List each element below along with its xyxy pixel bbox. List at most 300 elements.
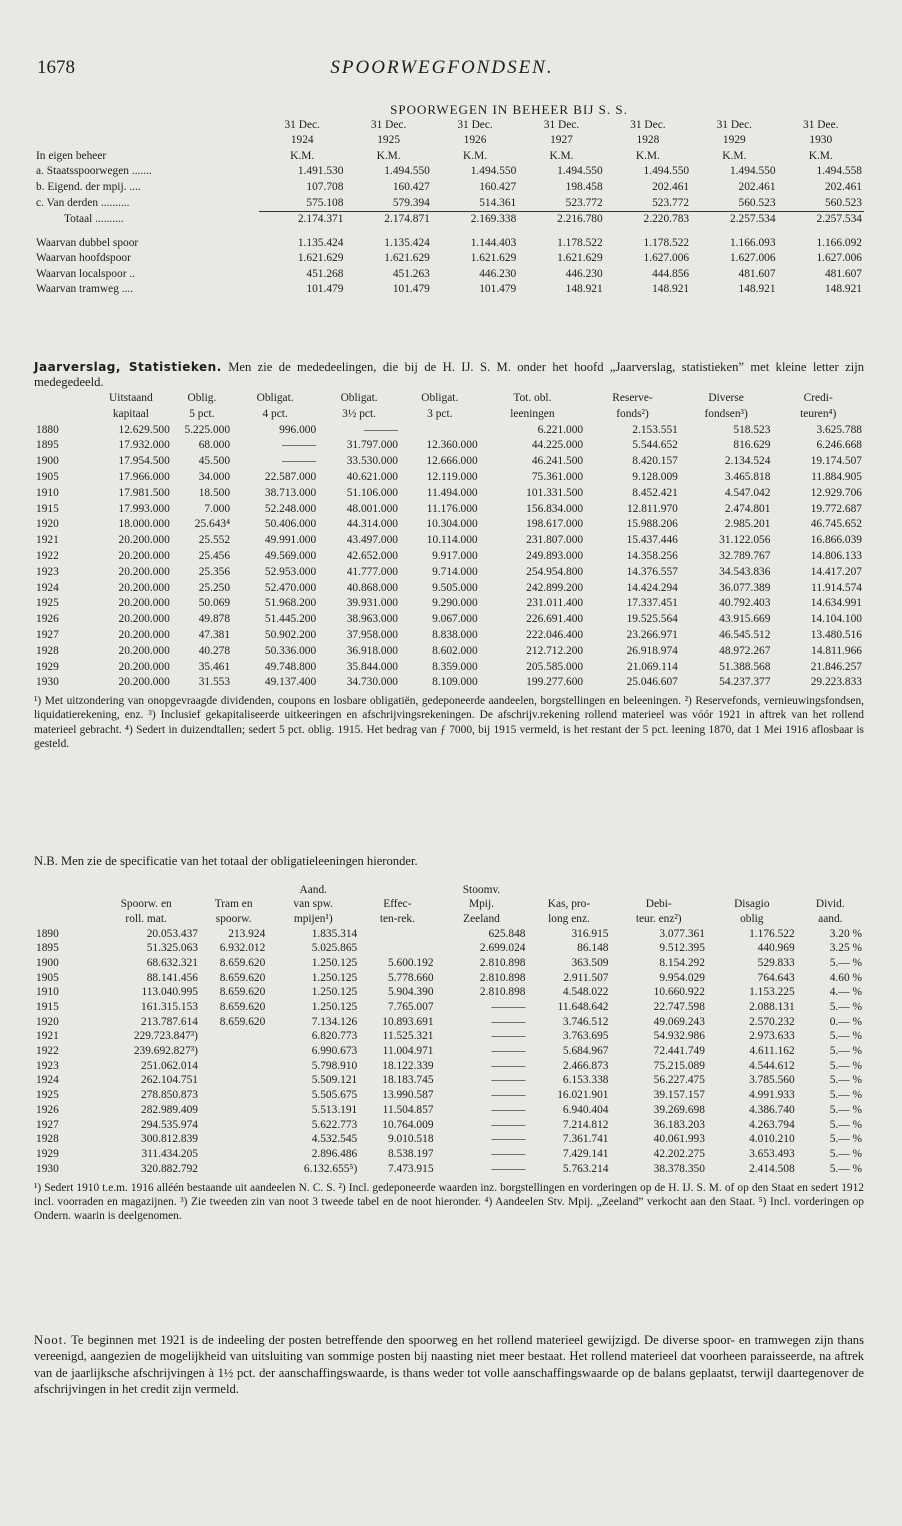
cell-value: 32.789.767	[719, 550, 771, 563]
cell-value: ———	[491, 1089, 526, 1102]
cell-value: 5.904.390	[387, 986, 434, 999]
year-cell: 1927	[36, 629, 59, 641]
cell-value: 8.659.620	[219, 971, 266, 984]
cell-value: 5.505.675	[311, 1089, 358, 1102]
year-cell: 1929	[36, 660, 59, 673]
cell-value: 4.532.545	[311, 1133, 358, 1146]
cell-value: 7.361.741	[562, 1133, 609, 1146]
column-header: Divid.	[815, 898, 845, 911]
cell-value: 12.629.500	[118, 423, 170, 436]
cell-value: 249.893.000	[526, 550, 584, 563]
cell-value: 47.381	[198, 629, 231, 641]
corner-cell	[34, 898, 92, 913]
cell-value: 1.621.629	[470, 252, 517, 265]
cell-value: 49.991.000	[264, 534, 317, 547]
column-header: 4 pct.	[262, 407, 288, 420]
column-date: 31 Dec.	[284, 118, 320, 131]
cell-value: 36.918.000	[346, 644, 398, 657]
year-cell: 1924	[36, 581, 59, 594]
cell-value: 2.088.131	[749, 1001, 795, 1013]
year-cell: 1920	[36, 518, 59, 531]
cell-value: 44.314.000	[346, 518, 398, 531]
cell-value: 20.200.000	[118, 565, 170, 578]
cell-value: 11.176.000	[426, 502, 478, 515]
table-row	[34, 1133, 864, 1148]
cell-value: 278.850.873	[141, 1089, 198, 1102]
cell-value: 40.868.000	[346, 581, 398, 594]
cell-value: 4.544.612	[749, 1059, 795, 1072]
cell-value: 282.989.409	[141, 1103, 198, 1116]
cell-value: 36.183.203	[653, 1118, 705, 1131]
cell-value: 40.278	[198, 644, 231, 657]
cell-value: 12.119.000	[426, 471, 478, 484]
cell-value: 21.846.257	[810, 660, 862, 673]
table-row	[34, 942, 864, 957]
cell-value: 20.200.000	[118, 597, 170, 610]
cell-value: 5.600.192	[387, 956, 434, 969]
table-row	[34, 1059, 864, 1074]
cell-value: 6.132.655⁵)	[303, 1162, 358, 1175]
cell-value: 49.569.000	[264, 550, 317, 563]
cell-value: 5.509.121	[311, 1074, 358, 1087]
cell-value: 625.848	[488, 927, 526, 940]
cell-value: 48.001.000	[346, 502, 398, 515]
activa-footnotes: ¹) Sedert 1910 t.e.m. 1916 alléén bestaande uit aandeelen N. C. S. ²) Incl. gedeponeerde waarden inz. borgstellingen en vorderingen op de H. IJ. S. M. of op den Staat en sedert 1912 incl. voorraden en magazijnen. ³) Zie tweeden zin van noot 3 tweede tabel en de noot hieronder. ⁴) Aandeelen Stv. Mpij. „Zeeland” verkocht aan den Staat. ⁵) Incl. vorderingen op Ondern. waarin is deelgenomen.	[34, 1181, 864, 1223]
cell-value: 51.968.200	[264, 597, 317, 610]
cell-value: 2.474.801	[724, 502, 771, 515]
header-row	[34, 898, 864, 913]
year-cell: 1928	[36, 1133, 59, 1146]
cell-value: 51.106.000	[346, 486, 398, 499]
column-year: 1924	[290, 134, 314, 147]
cell-value: 560.523	[824, 196, 862, 209]
cell-value: 11.648.642	[557, 1001, 609, 1013]
cell-value: 579.394	[392, 196, 430, 209]
cell-value: 101.479	[392, 283, 430, 296]
cell-value: 514.361	[479, 196, 517, 209]
cell-value: 46.241.500	[531, 455, 584, 468]
year-cell: 1921	[36, 1030, 59, 1043]
column-header: kapitaal	[112, 407, 149, 420]
total-value: 2.257.534	[691, 212, 777, 228]
header-row	[34, 912, 864, 927]
cell-value: 75.215.089	[653, 1059, 705, 1072]
cell-value: 560.523	[738, 196, 776, 209]
cell-value: 17.954.500	[118, 455, 170, 468]
spacer-cell	[34, 228, 864, 236]
column-header: Kas, pro-	[547, 898, 591, 911]
cell-value: 9.290.000	[432, 597, 478, 610]
cell-value: 13.990.587	[382, 1089, 434, 1102]
table-row	[34, 1015, 864, 1030]
cell-value: 198.617.000	[526, 518, 584, 531]
year-cell: 1880	[36, 423, 59, 436]
cell-value: 202.461	[824, 180, 862, 193]
cell-value: 37.958.000	[346, 629, 398, 641]
column-header: Aand.	[299, 883, 328, 896]
year-cell: 1905	[36, 971, 59, 984]
cell-value: 5.— %	[829, 1133, 862, 1146]
table-row	[34, 196, 864, 212]
column-header: mpijen¹)	[293, 912, 333, 925]
cell-value: 7.000	[204, 502, 231, 515]
total-value: 2.169.338	[432, 212, 518, 228]
cell-value: 17.981.500	[118, 486, 170, 499]
cell-value: 198.458	[565, 180, 603, 193]
table-row	[34, 517, 864, 533]
corner-cell	[34, 407, 90, 423]
column-header: teuren⁴)	[800, 407, 837, 420]
cell-value: 8.602.000	[432, 644, 478, 657]
column-header: Disagio	[734, 898, 770, 911]
cell-value: 1.494.550	[729, 165, 776, 178]
cell-value: 0.— %	[829, 1015, 862, 1028]
page-number: 1678	[37, 57, 75, 78]
cell-value: 23.266.971	[626, 629, 678, 641]
cell-value	[200, 1118, 267, 1133]
cell-value: 481.607	[824, 267, 862, 280]
cell-value: 29.223.833	[810, 676, 862, 689]
cell-value: 54.237.377	[719, 676, 771, 689]
cell-value: 148.921	[565, 283, 603, 296]
column-header: Reserve-	[612, 392, 653, 405]
total-value: 2.174.371	[259, 212, 345, 228]
table-row	[34, 612, 864, 628]
cell-value: 48.972.267	[719, 644, 771, 657]
column-unit: K.M.	[376, 149, 401, 162]
cell-value: 5.763.214	[562, 1162, 609, 1175]
column-header: Obligat.	[340, 392, 378, 405]
cell-value: 2.911.507	[563, 971, 609, 984]
column-header	[610, 883, 706, 898]
column-header: Obligat.	[421, 392, 459, 405]
cell-value: 33.530.000	[346, 455, 398, 468]
cell-value: 45.500	[198, 455, 231, 468]
cell-value: 251.062.014	[141, 1059, 198, 1072]
header-row-units	[34, 149, 864, 165]
cell-value: 7.214.812	[562, 1118, 609, 1131]
cell-value	[200, 1074, 267, 1089]
table-row	[34, 1147, 864, 1162]
cell-value: 1.621.629	[297, 252, 344, 265]
cell-value: ———	[491, 1015, 526, 1028]
cell-value: 10.304.000	[426, 518, 478, 531]
cell-value: 213.787.614	[141, 1015, 198, 1028]
cell-value: 40.061.993	[653, 1133, 705, 1146]
table-row	[34, 956, 864, 971]
cell-value: 229.723.847³)	[133, 1030, 198, 1043]
cell-value: 31.122.056	[719, 534, 771, 547]
table-row	[34, 986, 864, 1001]
cell-value: 50.406.000	[264, 518, 317, 531]
cell-value: ———	[363, 423, 398, 436]
cell-value: 4.547.042	[724, 486, 771, 499]
cell-value: 3.746.512	[562, 1015, 609, 1028]
cell-value: 9.714.000	[432, 565, 478, 578]
table-row	[34, 1030, 864, 1045]
cell-value: 15.437.446	[626, 534, 678, 547]
cell-value: 22.747.598	[653, 1001, 705, 1013]
cell-value: 68.632.321	[146, 956, 198, 969]
cell-value: 4.611.162	[749, 1045, 795, 1058]
cell-value: 25.250	[198, 581, 231, 594]
column-header: Oblig.	[187, 392, 217, 405]
year-cell: 1925	[36, 1089, 59, 1102]
year-cell: 1930	[36, 1162, 59, 1175]
cell-value: 202.461	[652, 180, 690, 193]
cell-value: 231.807.000	[526, 534, 584, 547]
cell-value: 148.921	[824, 283, 862, 296]
cell-value: 11.525.321	[382, 1030, 434, 1043]
cell-value: ———	[491, 1103, 526, 1116]
cell-value: 3.465.818	[724, 471, 771, 484]
table-row	[34, 565, 864, 581]
cell-value: 213.924	[228, 927, 266, 940]
cell-value: 8.659.620	[219, 1015, 266, 1028]
cell-value: 20.200.000	[118, 613, 170, 626]
column-unit: K.M.	[635, 149, 660, 162]
cell-value: 160.427	[479, 180, 517, 193]
cell-value: 10.660.922	[653, 986, 705, 999]
cell-value: 20.200.000	[118, 534, 170, 547]
cell-value: 12.666.000	[426, 455, 478, 468]
cell-value: 3.077.361	[659, 927, 705, 940]
cell-value: 38.963.000	[346, 613, 398, 626]
cell-value: 20.200.000	[118, 629, 170, 641]
cell-value: 161.315.153	[141, 1001, 198, 1013]
column-header: leeningen	[510, 407, 555, 420]
table-row	[34, 971, 864, 986]
table-row	[34, 1045, 864, 1060]
year-cell: 1920	[36, 1015, 59, 1028]
cell-value: 5.— %	[829, 1147, 862, 1160]
cell-value: 231.011.400	[526, 597, 584, 610]
total-value: 2.220.783	[605, 212, 691, 228]
cell-value: 9.917.000	[432, 550, 478, 563]
column-header	[527, 883, 610, 898]
cell-value: 451.263	[392, 267, 430, 280]
cell-value: 4.010.210	[749, 1133, 795, 1146]
column-header: 3½ pct.	[342, 407, 376, 420]
cell-value: 6.990.673	[311, 1045, 358, 1058]
cell-value: 4.60 %	[829, 971, 862, 984]
cell-value: 148.921	[652, 283, 690, 296]
cell-value: 19.772.687	[810, 502, 862, 515]
cell-value: 10.893.691	[382, 1015, 434, 1028]
cell-value	[359, 942, 435, 957]
cell-value: 4.386.740	[749, 1103, 795, 1116]
row-label: a. Staatsspoorwegen .......	[36, 165, 152, 178]
year-cell: 1926	[36, 1103, 59, 1116]
cell-value: 16.866.039	[810, 534, 862, 547]
table-row	[34, 1074, 864, 1089]
column-header	[200, 883, 267, 898]
column-unit: K.M.	[808, 149, 833, 162]
cell-value: 2.153.551	[632, 423, 678, 436]
column-header: ten-rek.	[379, 912, 415, 925]
table-row	[34, 267, 864, 283]
cell-value: 222.046.400	[526, 629, 584, 641]
cell-value: 101.479	[306, 283, 344, 296]
cell-value: 40.621.000	[346, 471, 398, 484]
table-row	[34, 1162, 864, 1177]
table-row	[34, 164, 864, 180]
cell-value: 21.069.114	[627, 660, 678, 673]
cell-value: 239.692.827³)	[133, 1045, 198, 1058]
cell-value: 41.777.000	[346, 565, 398, 578]
year-cell: 1895	[36, 942, 59, 955]
cell-value: 1.627.006	[729, 252, 776, 265]
cell-value: 31.553	[198, 676, 231, 689]
cell-value: 39.931.000	[346, 597, 398, 610]
column-unit: K.M.	[722, 149, 747, 162]
cell-value: 6.153.338	[562, 1074, 609, 1087]
cell-value: 2.810.898	[479, 971, 526, 984]
cell-value: 2.570.232	[749, 1015, 795, 1028]
cell-value: 11.884.905	[811, 471, 862, 484]
year-cell: 1927	[36, 1118, 59, 1131]
cell-value: 46.545.512	[719, 629, 771, 641]
column-date: 31 Dec.	[543, 118, 580, 131]
column-header: Uitstaand	[109, 392, 153, 405]
column-unit: K.M.	[290, 149, 315, 162]
cell-value: 8.420.157	[632, 455, 678, 468]
year-cell: 1930	[36, 676, 59, 689]
row-label: Waarvan localspoor ..	[36, 267, 136, 280]
cell-value: ———	[491, 1030, 526, 1043]
cell-value: ———	[491, 1001, 526, 1013]
cell-value: 148.921	[738, 283, 776, 296]
header-row	[34, 883, 864, 898]
table-row	[34, 660, 864, 676]
cell-value: 43.497.000	[346, 534, 398, 547]
cell-value: 316.915	[571, 927, 609, 940]
spacer-row	[34, 228, 864, 236]
cell-value: 11.494.000	[426, 486, 478, 499]
row-group-label: In eigen beheer	[36, 149, 107, 162]
cell-value: 451.268	[306, 267, 344, 280]
cell-value: 20.200.000	[118, 550, 170, 563]
cell-value: 5.— %	[829, 1001, 862, 1013]
table-row	[34, 502, 864, 518]
column-header: Spoorw. en	[120, 898, 172, 911]
cell-value: 1.176.522	[749, 927, 795, 940]
cell-value: 39.269.698	[653, 1103, 705, 1116]
year-cell: 1890	[36, 927, 59, 940]
cell-value: 1.494.558	[816, 165, 862, 178]
year-cell: 1929	[36, 1147, 59, 1160]
cell-value: 51.445.200	[264, 613, 317, 626]
cell-value: 4.548.022	[562, 986, 609, 999]
table-row	[34, 1001, 864, 1016]
cell-value: 11.914.574	[811, 581, 862, 594]
cell-value: 15.988.206	[626, 518, 678, 531]
cell-value: 68.000	[198, 439, 231, 452]
cell-value: 56.227.475	[653, 1074, 705, 1087]
cell-value: 205.585.000	[526, 660, 584, 673]
table-row	[34, 454, 864, 470]
cell-value: 8.838.000	[432, 629, 478, 641]
cell-value: 25.046.607	[626, 676, 678, 689]
cell-value: 10.114.000	[426, 534, 478, 547]
year-cell: 1900	[36, 956, 59, 969]
cell-value: 49.069.243	[653, 1015, 705, 1028]
cell-value: 34.000	[198, 471, 231, 484]
cell-value: 156.834.000	[526, 502, 584, 515]
cell-value: 518.523	[733, 423, 771, 436]
total-value: 2.216.780	[518, 212, 604, 228]
cell-value: 1.250.125	[311, 971, 358, 984]
cell-value: 14.424.294	[626, 581, 678, 594]
cell-value	[359, 927, 435, 942]
cell-value: 816.629	[733, 439, 771, 452]
cell-value: ———	[491, 1074, 526, 1087]
cell-value: 101.331.500	[526, 486, 584, 499]
column-header: fonds²)	[616, 407, 649, 420]
cell-value: 46.745.652	[810, 518, 862, 531]
column-year: 1927	[550, 134, 573, 147]
header-row-years	[34, 133, 864, 149]
table-row	[34, 581, 864, 597]
cell-value: 18.000.000	[118, 518, 170, 531]
column-header: Effec-	[383, 898, 412, 911]
cell-value: 1.627.006	[643, 252, 690, 265]
cell-value: 36.077.389	[719, 581, 771, 594]
cell-value: 19.525.564	[626, 613, 678, 626]
table-row	[34, 486, 864, 502]
cell-value: 10.764.009	[382, 1118, 434, 1131]
cell-value: 49.878	[198, 613, 231, 626]
cell-value: 8.659.620	[219, 986, 266, 999]
column-header: long enz.	[548, 912, 590, 925]
table-row	[34, 927, 864, 942]
cell-value: 2.414.508	[749, 1162, 795, 1175]
cell-value: 38.378.350	[653, 1162, 705, 1175]
cell-value: 11.004.971	[382, 1045, 434, 1058]
table-balans	[34, 391, 864, 751]
column-header: Debi-	[645, 898, 672, 911]
column-header	[359, 883, 435, 898]
cell-value: 1.178.522	[643, 236, 690, 249]
cell-value: 9.505.000	[432, 581, 478, 594]
row-label: Waarvan hoofdspoor	[36, 252, 131, 265]
column-unit: K.M.	[463, 149, 488, 162]
cell-value: 1.250.125	[311, 956, 358, 969]
cell-value: 19.174.507	[810, 455, 862, 468]
cell-value: 320.882.792	[141, 1162, 198, 1175]
cell-value: 226.691.400	[526, 613, 584, 626]
cell-value: 4.991.933	[749, 1089, 795, 1102]
cell-value: 2.810.898	[479, 956, 526, 969]
cell-value: 1.494.550	[384, 165, 430, 178]
cell-value: 2.985.201	[724, 518, 771, 531]
cell-value: 20.200.000	[118, 644, 170, 657]
cell-value: 5.— %	[829, 1059, 862, 1072]
cell-value: 17.966.000	[118, 471, 170, 484]
corner-cell	[34, 883, 92, 898]
table-spoorwegen-beheer	[34, 102, 864, 298]
cell-value: 5.— %	[829, 1103, 862, 1116]
column-year: 1930	[809, 134, 833, 147]
cell-value: 20.200.000	[118, 676, 170, 689]
column-header: Stoomv.	[462, 883, 501, 896]
cell-value: 5.— %	[829, 1118, 862, 1131]
column-header	[92, 883, 200, 898]
cell-value: 22.587.000	[264, 471, 317, 484]
cell-value: 11.504.857	[382, 1103, 434, 1116]
cell-value: 18.122.339	[382, 1059, 434, 1072]
cell-value: 1.621.629	[384, 252, 430, 265]
